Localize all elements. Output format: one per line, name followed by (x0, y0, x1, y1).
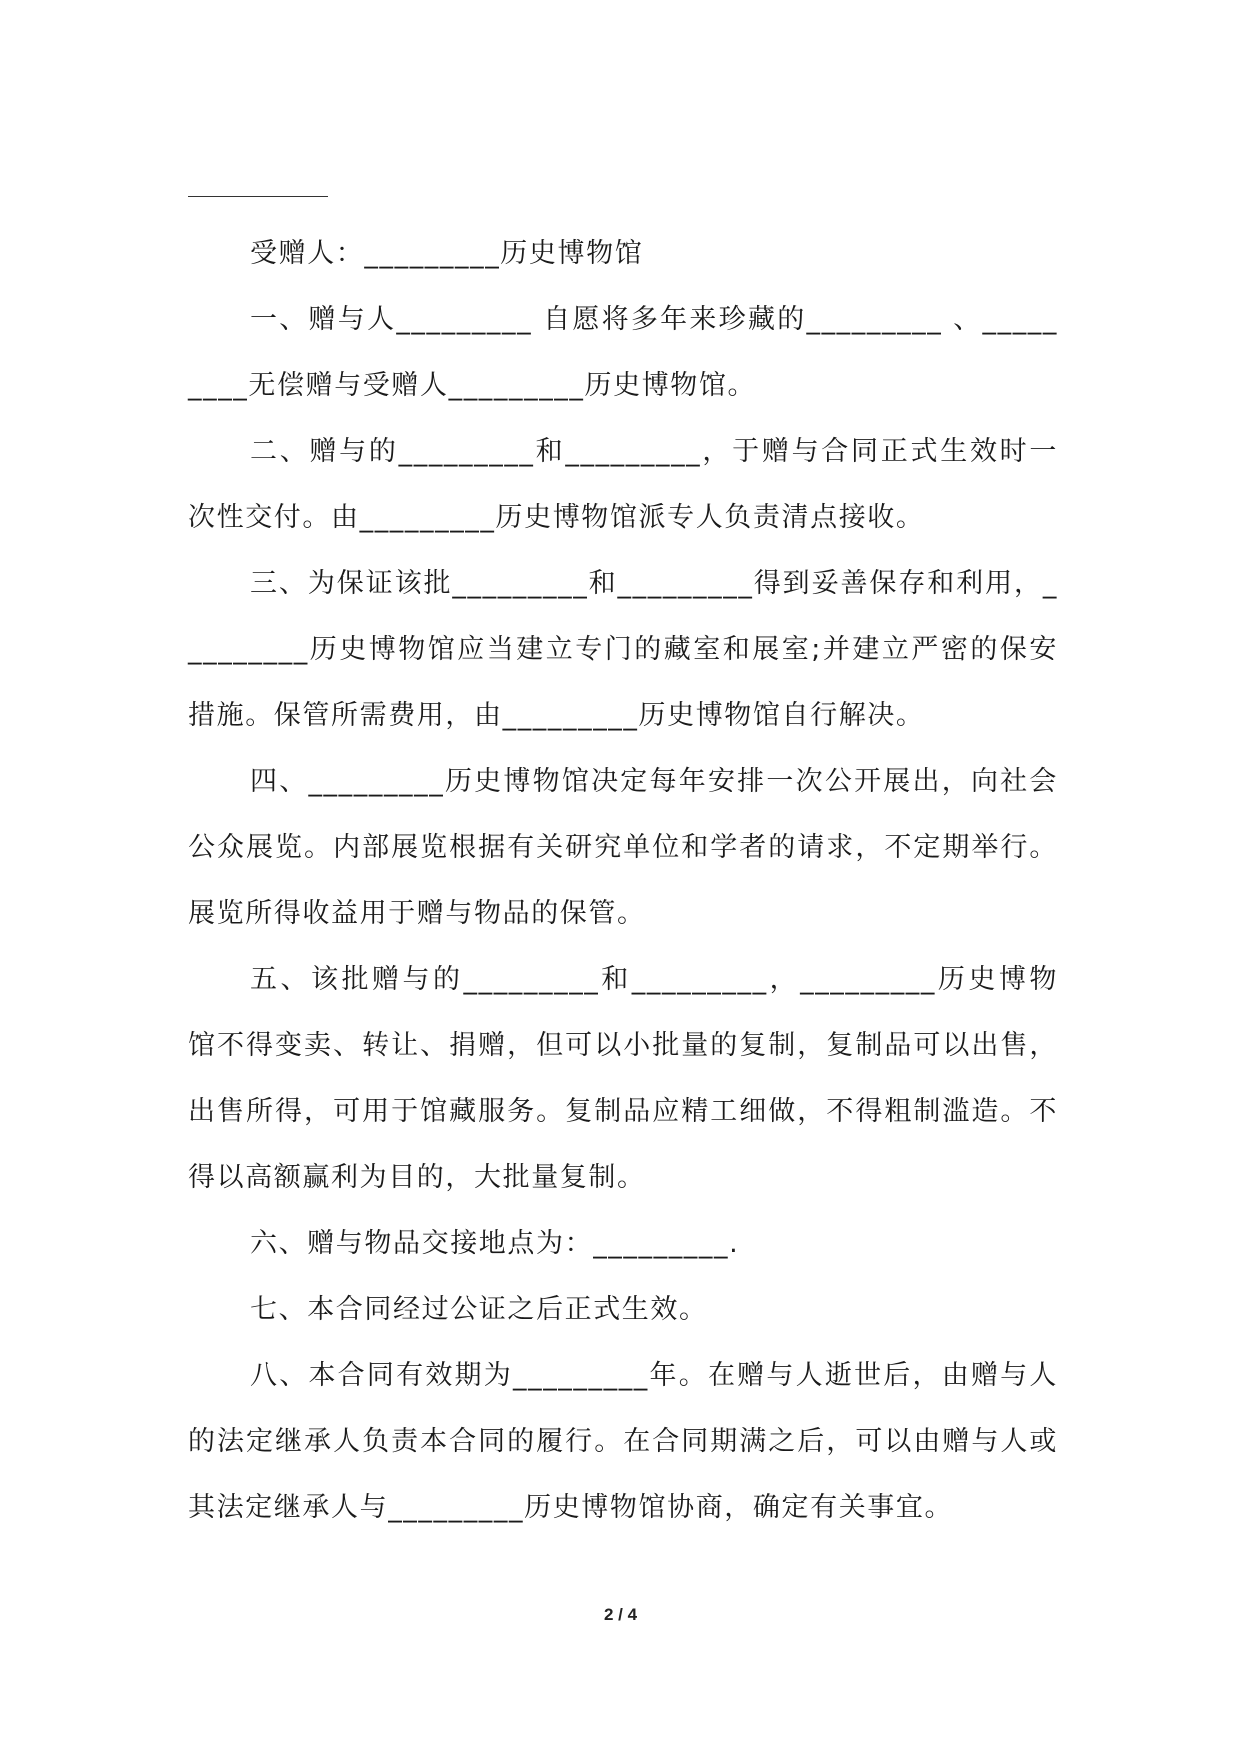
clause-4: 四、_________历史博物馆决定每年安排一次公开展出，向社会公众展览。内部展览根据有关研究单位和学者的请求，不定期举行。展览所得收益用于赠与物品的保管。 (188, 766, 1058, 929)
clause-3: 三、为保证该批_________和_________得到妥善保存和利用，_________历史博物馆应当建立专门的藏室和展室;并建立严密的保安措施。保管所需费用，由_________历史博物馆自行解决。 (188, 568, 1058, 731)
clause-7: 七、本合同经过公证之后正式生效。 (250, 1294, 708, 1325)
recipient-line: 受赠人：_________历史博物馆 (250, 238, 644, 269)
clause-6: 六、赠与物品交接地点为：_________. (250, 1228, 740, 1259)
clause-1: 一、赠与人_________ 自愿将多年来珍藏的_________ 、_________无偿赠与受赠人_________历史博物馆。 (188, 304, 1058, 401)
document-page (188, 166, 1058, 1541)
clause-8: 八、本合同有效期为_________年。在赠与人逝世后，由赠与人的法定继承人负责本合同的履行。在合同期满之后，可以由赠与人或其法定继承人与_________历史博物馆协商，确定有关事宜。 (188, 1360, 1058, 1523)
clause-2: 二、赠与的_________和_________，于赠与合同正式生效时一次性交付。由_________历史博物馆派专人负责清点接收。 (188, 436, 1058, 533)
clause-5: 五、该批赠与的_________和_________，_________历史博物馆不得变卖、转让、捐赠，但可以小批量的复制，复制品可以出售，出售所得，可用于馆藏服务。复制品应精工细做，不得粗制滥造。不得以高额赢利为目的，大批量复制。 (188, 964, 1058, 1193)
signature-blank-line (188, 166, 328, 197)
page-number: 2 / 4 (603, 1605, 638, 1624)
